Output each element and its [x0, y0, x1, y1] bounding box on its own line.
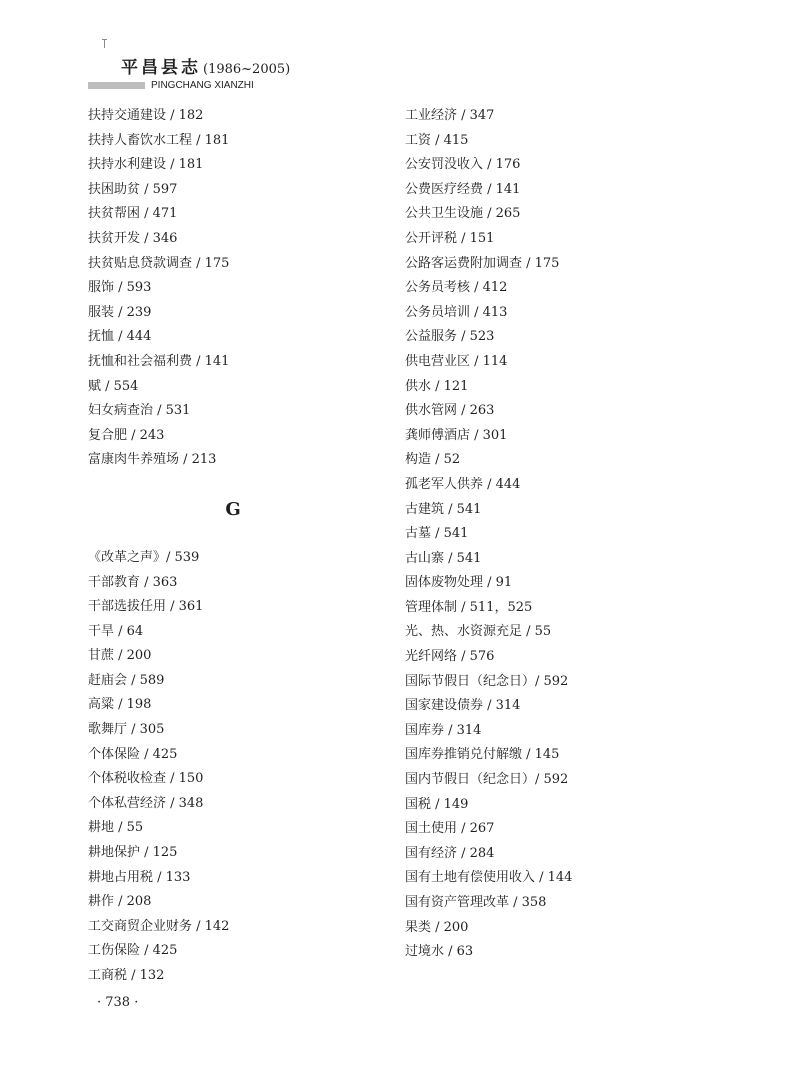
book-years: (1986~2005) — [203, 62, 291, 77]
index-entry: 国有土地有偿使用收入 / 144 — [405, 870, 573, 886]
index-entry: 古墓 / 541 — [405, 526, 469, 542]
index-group-f — [88, 104, 378, 473]
index-entry: 公务员培训 / 413 — [405, 304, 508, 320]
index-entry: 工资 / 415 — [405, 132, 469, 148]
index-entry: 《改革之声》/ 539 — [88, 549, 200, 565]
index-entry: 古建筑 / 541 — [405, 501, 482, 517]
index-entry: 公开评税 / 151 — [405, 230, 495, 246]
book-title-text: 平昌县志 — [121, 58, 201, 78]
index-entry: 歌舞厅 / 305 — [88, 722, 165, 738]
index-entry: 光、热、水资源充足 / 55 — [405, 624, 552, 640]
index-entry: 抚恤 / 444 — [88, 329, 152, 345]
index-entry: 耕地 / 55 — [88, 820, 144, 836]
book-title — [121, 53, 290, 78]
header-rule — [88, 82, 145, 89]
index-entry: 国家建设债券 / 314 — [405, 698, 521, 714]
index-entry: 国内节假日（纪念日）/ 592 — [405, 772, 569, 788]
index-entry: 抚恤和社会福利费 / 141 — [88, 353, 230, 369]
index-entry: 国际节假日（纪念日）/ 592 — [405, 673, 569, 689]
index-entry: 供电营业区 / 114 — [405, 353, 508, 369]
index-entry: 国库券 / 314 — [405, 722, 482, 738]
section-letter-heading: G — [225, 498, 241, 520]
index-entry: 工商税 / 132 — [88, 968, 165, 983]
index-entry: 高粱 / 198 — [88, 697, 152, 713]
index-entry: 富康肉牛养殖场 / 213 — [88, 452, 217, 468]
index-group-g-right — [405, 104, 572, 965]
index-entry: 个体保险 / 425 — [88, 746, 178, 762]
index-entry: 个体税收检查 / 150 — [88, 771, 204, 787]
index-column-left — [88, 104, 378, 989]
running-header — [88, 33, 408, 93]
index-entry: 公共卫生设施 / 265 — [405, 206, 521, 222]
index-entry: 扶困助贫 / 597 — [88, 181, 178, 197]
subtitle-row — [88, 78, 254, 92]
index-entry: 国有经济 / 284 — [405, 845, 495, 861]
index-entry: 供水 / 121 — [405, 378, 469, 394]
index-group-g-left — [88, 546, 378, 989]
index-entry: 工业经济 / 347 — [405, 108, 495, 123]
index-entry: 扶贫帮困 / 471 — [88, 206, 178, 222]
index-entry: 扶贫贴息贷款调查 / 175 — [88, 255, 230, 271]
index-entry: 工伤保险 / 425 — [88, 943, 178, 959]
index-entry: 复合肥 / 243 — [88, 427, 165, 443]
index-entry: 国土使用 / 267 — [405, 821, 495, 837]
index-entry: 古山寨 / 541 — [405, 550, 482, 566]
index-entry: 服装 / 239 — [88, 304, 152, 320]
index-entry: 工交商贸企业财务 / 142 — [88, 918, 230, 934]
index-entry: 果类 / 200 — [405, 919, 469, 935]
index-entry: 公路客运费附加调查 / 175 — [405, 255, 560, 271]
index-entry: 耕地占用税 / 133 — [88, 869, 191, 885]
index-entry: 公益服务 / 523 — [405, 329, 495, 345]
index-entry: 个体私营经济 / 348 — [88, 795, 204, 811]
index-entry: 公务员考核 / 412 — [405, 280, 508, 296]
index-entry: 干部选拔任用 / 361 — [88, 599, 204, 615]
index-entry: 供水管网 / 263 — [405, 403, 495, 419]
index-entry: 干旱 / 64 — [88, 623, 144, 639]
index-entry: 扶持人畜饮水工程 / 181 — [88, 132, 230, 148]
index-entry: 耕作 / 208 — [88, 894, 152, 910]
page-number: · 738 · — [97, 995, 139, 1010]
index-entry: 公安罚没收入 / 176 — [405, 157, 521, 173]
index-entry: 孤老军人供养 / 444 — [405, 476, 521, 492]
index-entry: 扶持交通建设 / 182 — [88, 108, 204, 123]
index-entry: 耕地保护 / 125 — [88, 845, 178, 861]
index-entry: 光纤网络 / 576 — [405, 649, 495, 665]
index-entry: 国税 / 149 — [405, 796, 469, 812]
index-entry: 赋 / 554 — [88, 378, 139, 394]
index-entry: 公费医疗经费 / 141 — [405, 181, 521, 197]
index-column-right — [405, 104, 572, 965]
corner-mark-icon — [102, 39, 107, 47]
index-entry: 构造 / 52 — [405, 452, 461, 468]
index-entry: 干部教育 / 363 — [88, 574, 178, 590]
index-entry: 国库券推销兑付解缴 / 145 — [405, 747, 560, 763]
index-entry: 扶贫开发 / 346 — [88, 230, 178, 246]
index-entry: 管理体制 / 511，525 — [405, 599, 533, 615]
index-entry: 甘蔗 / 200 — [88, 648, 152, 664]
index-entry: 国有资产管理改革 / 358 — [405, 895, 547, 910]
book-subtitle: PINGCHANG XIANZHI — [151, 79, 254, 91]
index-entry: 妇女病查治 / 531 — [88, 403, 191, 419]
index-entry: 服饰 / 593 — [88, 280, 152, 296]
index-entry: 龚师傅酒店 / 301 — [405, 427, 508, 443]
index-entry: 赶庙会 / 589 — [88, 672, 165, 688]
index-entry: 固体废物处理 / 91 — [405, 575, 513, 591]
index-entry: 扶持水利建设 / 181 — [88, 157, 204, 173]
index-entry: 过境水 / 63 — [405, 944, 474, 960]
